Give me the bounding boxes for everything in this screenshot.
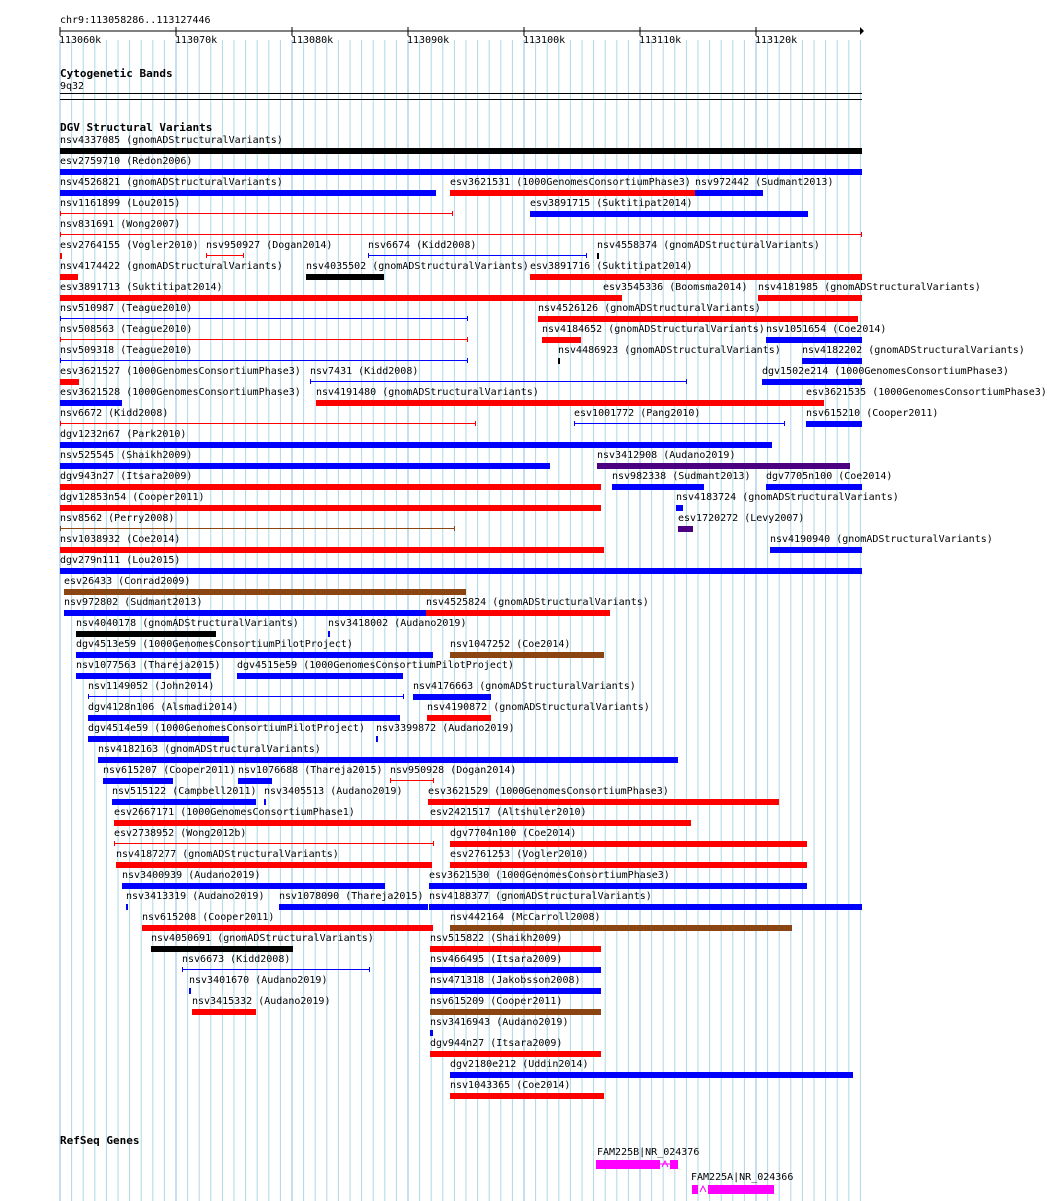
gene-model-fam225b[interactable]: [596, 1158, 686, 1172]
variant-bar[interactable]: [60, 148, 862, 154]
variant-bar[interactable]: [429, 904, 862, 910]
variant-bar[interactable]: [450, 1093, 604, 1099]
variant-bar[interactable]: [678, 526, 693, 532]
variant-bar[interactable]: [60, 339, 468, 340]
variant-bar[interactable]: [430, 988, 601, 994]
variant-bar[interactable]: [112, 799, 256, 805]
variant-bar[interactable]: [328, 631, 330, 637]
variant-label[interactable]: nsv1078090 (Thareja2015): [279, 891, 424, 902]
variant-label[interactable]: dgv944n27 (Itsara2009): [430, 1038, 563, 1049]
variant-bar[interactable]: [430, 1030, 433, 1036]
variant-bar[interactable]: [306, 274, 384, 280]
variant-label[interactable]: nsv466495 (Itsara2009): [430, 954, 563, 965]
variant-bar[interactable]: [450, 652, 604, 658]
variant-bar[interactable]: [264, 799, 266, 805]
variant-bar[interactable]: [430, 946, 601, 952]
variant-label[interactable]: dgv4128n106 (Alsmadi2014): [88, 702, 239, 713]
variant-bar[interactable]: [530, 211, 808, 217]
variant-bar[interactable]: [60, 379, 79, 385]
variant-label[interactable]: nsv4182202 (gnomADStructuralVariants): [802, 345, 1025, 356]
variant-label[interactable]: esv2759710 (Redon2006): [60, 156, 193, 167]
variant-label[interactable]: dgv1232n67 (Park2010): [60, 429, 187, 440]
variant-bar[interactable]: [88, 715, 400, 721]
variant-label[interactable]: dgv2180e212 (Uddin2014): [450, 1059, 589, 1070]
variant-label[interactable]: nsv1077563 (Thareja2015): [76, 660, 221, 671]
variant-bar[interactable]: [60, 253, 62, 259]
variant-bar[interactable]: [142, 925, 433, 931]
variant-label[interactable]: dgv279n111 (Lou2015): [60, 555, 181, 566]
variant-label[interactable]: nsv510987 (Teague2010): [60, 303, 193, 314]
variant-bar[interactable]: [450, 925, 792, 931]
variant-label[interactable]: nsv442164 (McCarroll2008): [450, 912, 601, 923]
variant-label[interactable]: esv3621529 (1000GenomesConsortiumPhase3): [428, 786, 669, 797]
variant-bar[interactable]: [76, 673, 211, 679]
variant-bar[interactable]: [430, 1009, 601, 1015]
variant-bar[interactable]: [98, 757, 678, 763]
variant-bar[interactable]: [192, 1009, 256, 1015]
variant-bar[interactable]: [60, 484, 601, 490]
variant-label[interactable]: esv2764155 (Vogler2010): [60, 240, 199, 251]
variant-bar[interactable]: [60, 318, 468, 319]
refseq-track-title: RefSeq Genes: [60, 1134, 140, 1147]
variant-label[interactable]: nsv615209 (Cooper2011): [430, 996, 563, 1007]
variant-bar[interactable]: [542, 337, 581, 343]
variant-label[interactable]: nsv615207 (Cooper2011): [103, 765, 236, 776]
variant-label[interactable]: nsv950927 (Dogan2014): [206, 240, 333, 251]
variant-bar[interactable]: [60, 463, 550, 469]
variant-bar[interactable]: [390, 780, 434, 781]
variant-bar[interactable]: [88, 736, 229, 742]
cytoband-line: [60, 99, 862, 100]
variant-label[interactable]: nsv4526126 (gnomADStructuralVariants): [538, 303, 761, 314]
ruler-tick-label: 113060k: [59, 35, 102, 46]
variant-label[interactable]: nsv509318 (Teague2010): [60, 345, 193, 356]
dgv-track-title: DGV Structural Variants: [60, 121, 213, 134]
variant-label[interactable]: nsv1051654 (Coe2014): [766, 324, 887, 335]
variant-label[interactable]: nsv831691 (Wong2007): [60, 219, 181, 230]
gene-label[interactable]: FAM225A|NR_024366: [691, 1172, 794, 1183]
variant-bar[interactable]: [60, 234, 862, 235]
variant-label[interactable]: nsv972802 (Sudmant2013): [64, 597, 203, 608]
variant-label[interactable]: esv3621527 (1000GenomesConsortiumPhase3): [60, 366, 301, 377]
variant-bar[interactable]: [612, 484, 704, 490]
variant-bar[interactable]: [60, 360, 468, 361]
variant-bar[interactable]: [60, 528, 455, 529]
variant-label[interactable]: nsv4337085 (gnomADStructuralVariants): [60, 135, 283, 146]
variant-bar[interactable]: [60, 547, 604, 553]
variant-label[interactable]: nsv471318 (Jakobsson2008): [430, 975, 581, 986]
variant-bar[interactable]: [114, 843, 434, 844]
variant-bar[interactable]: [806, 400, 824, 406]
variant-label[interactable]: nsv4525824 (gnomADStructuralVariants): [426, 597, 649, 608]
variant-label[interactable]: nsv3401670 (Audano2019): [189, 975, 328, 986]
variant-label[interactable]: nsv615208 (Cooper2011): [142, 912, 275, 923]
cytoband-label: 9q32: [60, 81, 85, 92]
variant-label[interactable]: nsv4184652 (gnomADStructuralVariants): [542, 324, 765, 335]
variant-bar[interactable]: [806, 421, 862, 427]
variant-bar[interactable]: [376, 736, 378, 742]
variant-label[interactable]: nsv3413319 (Audano2019): [126, 891, 265, 902]
location-label: chr9:113058286..113127446: [60, 15, 211, 26]
variant-bar[interactable]: [766, 337, 862, 343]
variant-label[interactable]: dgv943n27 (Itsara2009): [60, 471, 193, 482]
variant-bar[interactable]: [64, 610, 426, 616]
variant-bar[interactable]: [603, 295, 622, 301]
ruler-arrow-icon: [860, 27, 864, 35]
variant-bar[interactable]: [116, 862, 432, 868]
variant-label[interactable]: nsv615210 (Cooper2011): [806, 408, 939, 419]
variant-bar[interactable]: [413, 694, 491, 700]
variant-label[interactable]: nsv4191480 (gnomADStructuralVariants): [316, 387, 539, 398]
variant-bar[interactable]: [64, 589, 466, 595]
variant-label[interactable]: nsv950928 (Dogan2014): [390, 765, 517, 776]
variant-bar[interactable]: [597, 253, 599, 259]
variant-label[interactable]: nsv6673 (Kidd2008): [182, 954, 291, 965]
variant-bar[interactable]: [60, 568, 862, 574]
variant-bar[interactable]: [60, 274, 78, 280]
variant-label[interactable]: dgv12853n54 (Cooper2011): [60, 492, 205, 503]
variant-bar[interactable]: [238, 778, 272, 784]
variant-bar[interactable]: [60, 213, 453, 214]
variant-bar[interactable]: [206, 255, 244, 256]
variant-label[interactable]: nsv4035502 (gnomADStructuralVariants): [306, 261, 529, 272]
variant-label[interactable]: nsv4050691 (gnomADStructuralVariants): [151, 933, 374, 944]
variant-bar[interactable]: [60, 169, 862, 175]
variant-label[interactable]: nsv972442 (Sudmant2013): [695, 177, 834, 188]
variant-label[interactable]: nsv3405513 (Audano2019): [264, 786, 403, 797]
variant-bar[interactable]: [60, 423, 476, 424]
variant-label[interactable]: nsv4558374 (gnomADStructuralVariants): [597, 240, 820, 251]
variant-bar[interactable]: [430, 1051, 601, 1057]
variant-label[interactable]: esv3621535 (1000GenomesConsortiumPhase3): [806, 387, 1047, 398]
variant-bar[interactable]: [450, 862, 807, 868]
variant-label[interactable]: nsv1047252 (Coe2014): [450, 639, 571, 650]
variant-label[interactable]: esv3891715 (Suktitipat2014): [530, 198, 693, 209]
variant-bar[interactable]: [802, 358, 862, 364]
variant-label[interactable]: esv2421517 (Altshuler2010): [430, 807, 587, 818]
variant-label[interactable]: esv3891716 (Suktitipat2014): [530, 261, 693, 272]
variant-bar[interactable]: [60, 400, 122, 406]
variant-bar[interactable]: [103, 778, 173, 784]
variant-label[interactable]: nsv4182163 (gnomADStructuralVariants): [98, 744, 321, 755]
variant-label[interactable]: esv3545336 (Boomsma2014): [603, 282, 748, 293]
variant-bar[interactable]: [450, 841, 807, 847]
variant-label[interactable]: esv1001772 (Pang2010): [574, 408, 701, 419]
variant-bar[interactable]: [597, 463, 850, 469]
gene-model-fam225a[interactable]: [690, 1183, 780, 1197]
variant-bar[interactable]: [427, 715, 491, 721]
variant-label[interactable]: nsv982338 (Sudmant2013): [612, 471, 751, 482]
variant-bar[interactable]: [60, 295, 603, 301]
variant-label[interactable]: nsv3416943 (Audano2019): [430, 1017, 569, 1028]
variant-label[interactable]: esv3621531 (1000GenomesConsortiumPhase3): [450, 177, 691, 188]
variant-bar[interactable]: [758, 295, 862, 301]
variant-bar[interactable]: [60, 505, 601, 511]
cytoband-line: [60, 93, 862, 94]
gene-label[interactable]: FAM225B|NR_024376: [597, 1147, 700, 1158]
variant-bar[interactable]: [428, 799, 779, 805]
variant-bar[interactable]: [126, 904, 128, 910]
variant-bar[interactable]: [122, 883, 385, 889]
variant-label[interactable]: nsv1149052 (John2014): [88, 681, 215, 692]
variant-label[interactable]: nsv4174422 (gnomADStructuralVariants): [60, 261, 283, 272]
variant-bar[interactable]: [310, 381, 687, 382]
variant-bar[interactable]: [189, 988, 191, 994]
variant-bar[interactable]: [695, 190, 763, 196]
variant-label[interactable]: esv3621528 (1000GenomesConsortiumPhase3): [60, 387, 301, 398]
ruler-tick-label: 113110k: [639, 35, 682, 46]
variant-label[interactable]: nsv3412908 (Audano2019): [597, 450, 736, 461]
variant-label[interactable]: nsv4187277 (gnomADStructuralVariants): [116, 849, 339, 860]
variant-label[interactable]: nsv4181985 (gnomADStructuralVariants): [758, 282, 981, 293]
variant-label[interactable]: esv26433 (Conrad2009): [64, 576, 191, 587]
ruler-tick-label: 113090k: [407, 35, 450, 46]
variant-label[interactable]: nsv3418002 (Audano2019): [328, 618, 467, 629]
variant-bar[interactable]: [450, 1072, 853, 1078]
variant-label[interactable]: nsv1043365 (Coe2014): [450, 1080, 571, 1091]
variant-label[interactable]: nsv4040178 (gnomADStructuralVariants): [76, 618, 299, 629]
variant-label[interactable]: dgv4515e59 (1000GenomesConsortiumPilotProject): [237, 660, 514, 671]
variant-bar[interactable]: [237, 673, 403, 679]
variant-label[interactable]: nsv3415332 (Audano2019): [192, 996, 331, 1007]
variant-bar[interactable]: [574, 423, 785, 424]
variant-bar[interactable]: [430, 967, 601, 973]
variant-bar[interactable]: [430, 820, 691, 826]
variant-bar[interactable]: [368, 255, 587, 256]
variant-label[interactable]: dgv7705n100 (Coe2014): [766, 471, 893, 482]
variant-label[interactable]: nsv4188377 (gnomADStructuralVariants): [429, 891, 652, 902]
variant-bar[interactable]: [316, 400, 806, 406]
variant-bar[interactable]: [766, 484, 862, 490]
variant-bar[interactable]: [450, 190, 695, 196]
variant-bar[interactable]: [762, 379, 862, 385]
variant-label[interactable]: dgv4514e59 (1000GenomesConsortiumPilotProject): [88, 723, 365, 734]
variant-label[interactable]: esv3891713 (Suktitipat2014): [60, 282, 223, 293]
variant-bar[interactable]: [538, 316, 858, 322]
variant-label[interactable]: nsv4183724 (gnomADStructuralVariants): [676, 492, 899, 503]
variant-bar[interactable]: [151, 946, 293, 952]
variant-label[interactable]: esv1720272 (Levy2007): [678, 513, 805, 524]
variant-bar[interactable]: [530, 274, 862, 280]
variant-bar[interactable]: [60, 442, 772, 448]
cytoband-track-title: Cytogenetic Bands: [60, 67, 173, 80]
variant-label[interactable]: nsv4176663 (gnomADStructuralVariants): [413, 681, 636, 692]
variant-label[interactable]: nsv6674 (Kidd2008): [368, 240, 477, 251]
variant-label[interactable]: nsv7431 (Kidd2008): [310, 366, 419, 377]
variant-label[interactable]: dgv7704n100 (Coe2014): [450, 828, 577, 839]
variant-label[interactable]: nsv8562 (Perry2008): [60, 513, 175, 524]
ruler-tick-label: 113120k: [755, 35, 798, 46]
ruler-tick-label: 113080k: [291, 35, 334, 46]
variant-label[interactable]: nsv4190872 (gnomADStructuralVariants): [427, 702, 650, 713]
variant-bar[interactable]: [558, 358, 560, 364]
variant-label[interactable]: nsv1038932 (Coe2014): [60, 534, 181, 545]
variant-label[interactable]: nsv6672 (Kidd2008): [60, 408, 169, 419]
variant-label[interactable]: dgv4513e59 (1000GenomesConsortiumPilotProject): [76, 639, 353, 650]
variant-label[interactable]: nsv515822 (Shaikh2009): [430, 933, 563, 944]
variant-label[interactable]: esv2761253 (Vogler2010): [450, 849, 589, 860]
ruler[interactable]: [0, 0, 890, 60]
ruler-tick-label: 113070k: [175, 35, 218, 46]
variant-bar[interactable]: [676, 505, 683, 511]
variant-bar[interactable]: [279, 904, 428, 910]
variant-bar[interactable]: [182, 969, 370, 970]
variant-bar[interactable]: [76, 631, 216, 637]
variant-label[interactable]: nsv4486923 (gnomADStructuralVariants): [558, 345, 781, 356]
variant-label[interactable]: nsv4526821 (gnomADStructuralVariants): [60, 177, 283, 188]
ruler-tick-label: 113100k: [523, 35, 566, 46]
variant-bar[interactable]: [76, 652, 433, 658]
variant-label[interactable]: nsv3399872 (Audano2019): [376, 723, 515, 734]
variant-bar[interactable]: [770, 547, 862, 553]
variant-label[interactable]: dgv1502e214 (1000GenomesConsortiumPhase3): [762, 366, 1009, 377]
variant-bar[interactable]: [88, 696, 404, 697]
variant-label[interactable]: nsv525545 (Shaikh2009): [60, 450, 193, 461]
variant-label[interactable]: esv3621530 (1000GenomesConsortiumPhase3): [429, 870, 670, 881]
variant-bar[interactable]: [60, 190, 436, 196]
variant-label[interactable]: nsv515122 (Campbell2011): [112, 786, 257, 797]
variant-bar[interactable]: [426, 610, 610, 616]
variant-bar[interactable]: [114, 820, 433, 826]
variant-label[interactable]: nsv508563 (Teague2010): [60, 324, 193, 335]
variant-label[interactable]: esv2667171 (1000GenomesConsortiumPhase1): [114, 807, 355, 818]
variant-bar[interactable]: [429, 883, 807, 889]
variant-label[interactable]: nsv1161899 (Lou2015): [60, 198, 181, 209]
variant-label[interactable]: esv2738952 (Wong2012b): [114, 828, 247, 839]
variant-label[interactable]: nsv3400939 (Audano2019): [122, 870, 261, 881]
variant-label[interactable]: nsv4190940 (gnomADStructuralVariants): [770, 534, 993, 545]
variant-label[interactable]: nsv1076688 (Thareja2015): [238, 765, 383, 776]
